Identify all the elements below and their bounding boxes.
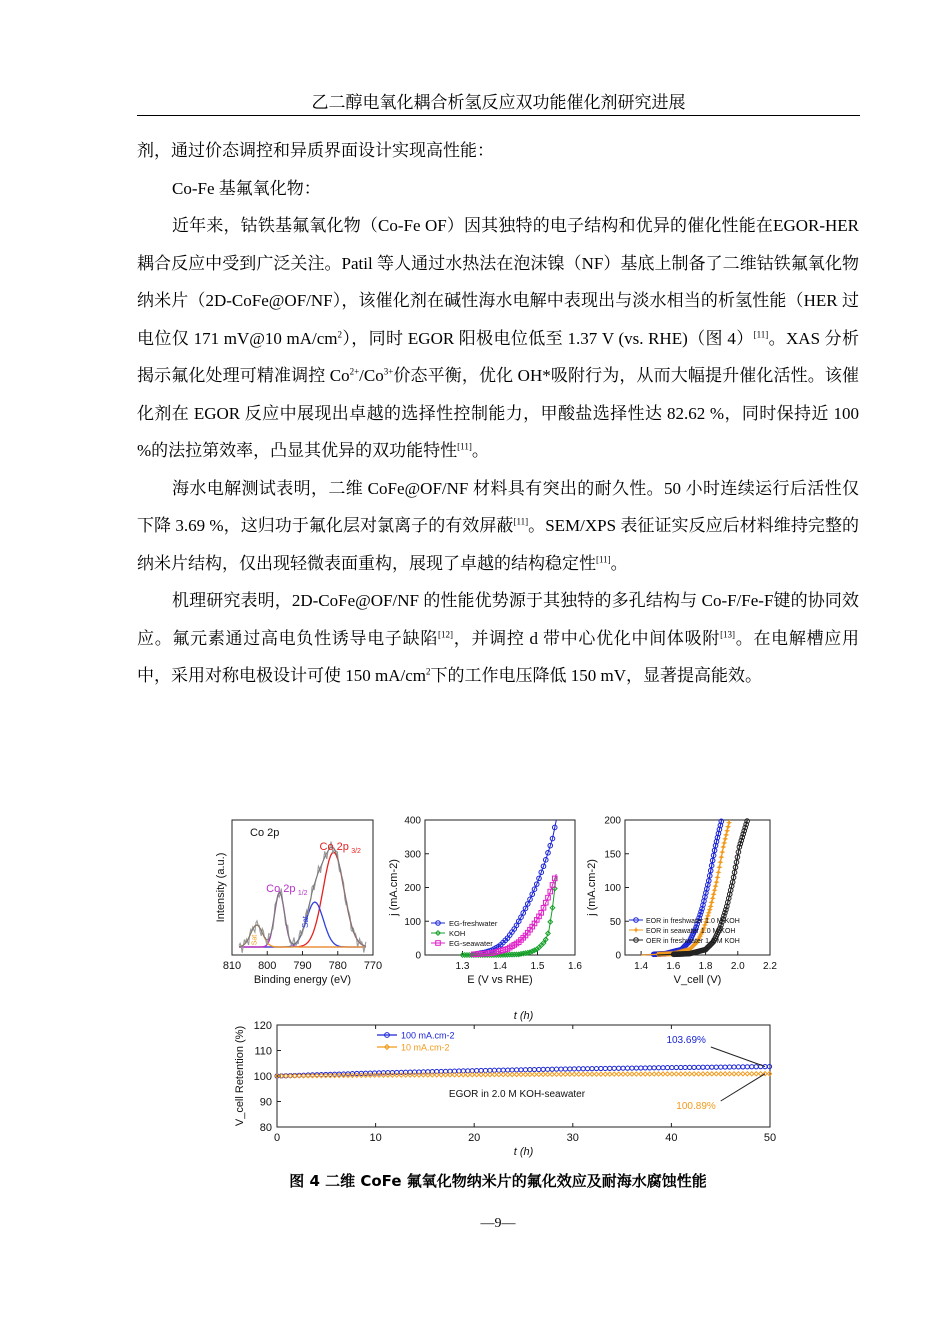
stab-data-point (648, 1066, 652, 1070)
lsv-y-tick-label: 300 (404, 849, 421, 861)
xps-x-tick-label: 810 (222, 960, 242, 972)
stab-data-point (634, 1066, 638, 1070)
xps-label-sub-32: 3/2 (351, 848, 361, 855)
stab-data-point (590, 1067, 594, 1071)
stab-data-point (568, 1072, 572, 1076)
lsv-x-tick-label: 1.4 (493, 961, 507, 972)
cell-data-point (727, 820, 732, 825)
stab-data-point (563, 1067, 567, 1071)
page-number: —9— (480, 1216, 516, 1231)
stab-data-point (466, 1073, 470, 1077)
citation: [11] (513, 516, 529, 527)
stab-data-point (621, 1072, 625, 1076)
stab-data-point (497, 1072, 501, 1076)
text-span: 下的工作电压降低 150 mV，显著提高能效。 (430, 666, 762, 685)
text-span: 。XAS 分析揭示氟化处理可精准调控 Co (137, 328, 859, 385)
stab-data-point (563, 1072, 567, 1076)
stab-data-point (630, 1072, 634, 1076)
superscript: 2 (426, 666, 431, 677)
xps-title: Co 2p (250, 827, 280, 839)
cell-y-tick-label: 150 (604, 849, 621, 861)
xps-x-axis-label: Binding energy (eV) (253, 974, 352, 986)
stab-data-point (763, 1065, 767, 1069)
stab-data-point (665, 1072, 669, 1076)
stab-data-point (337, 1073, 341, 1077)
citation: [12] (438, 628, 454, 639)
stab-data-point (683, 1065, 687, 1069)
stab-legend-label: 10 mA.cm-2 (401, 1042, 450, 1053)
stab-data-point (577, 1072, 581, 1076)
stab-data-point (754, 1065, 758, 1069)
stab-data-point (514, 1072, 518, 1076)
stab-data-point (577, 1067, 581, 1071)
stab-data-point (546, 1072, 550, 1076)
stab-x-tick-label: 20 (468, 1132, 481, 1144)
stab-data-point (661, 1072, 665, 1076)
stab-data-point (732, 1065, 736, 1069)
lsv-y-tick-label: 100 (404, 916, 421, 928)
stab-annotation-final-10: 100.89% (676, 1101, 716, 1112)
paragraph-continued: 剂，通过价态调控和异质界面设计实现高性能： (137, 141, 494, 160)
stab-data-point (599, 1066, 603, 1070)
stab-data-point (652, 1066, 656, 1070)
stab-data-point (612, 1066, 616, 1070)
stab-data-point (581, 1067, 585, 1071)
stab-x-tick-label: 50 (763, 1132, 777, 1144)
stab-data-point (625, 1072, 629, 1076)
citation: [13] (720, 628, 736, 639)
stab-data-point (696, 1072, 700, 1076)
stab-data-point (328, 1073, 332, 1077)
stab-data-point (510, 1072, 514, 1076)
stab-data-point (541, 1072, 545, 1076)
xps-x-tick-label: 780 (328, 960, 347, 972)
stab-data-point (541, 1067, 545, 1071)
stab-y-axis-label: V_cell Retention (%) (234, 1025, 246, 1127)
stab-data-point (679, 1072, 683, 1076)
stab-data-point (639, 1066, 643, 1070)
lsv-y-tick-label: 200 (404, 883, 421, 894)
stab-data-point (674, 1072, 678, 1076)
stab-data-point (612, 1072, 616, 1076)
stab-data-point (568, 1067, 572, 1071)
text-span: 。 (471, 441, 489, 460)
xps-label-sub-12: 1/2 (297, 890, 308, 897)
citation: [11] (596, 553, 611, 564)
text-span: 海水电解测试表明，二维 CoFe@OF/NF 材料具有突出的耐久性。50 小时连续运行后活性仅下降 3.69 %，这归功于氟化层对氯离子的有效屏蔽 (137, 478, 859, 535)
paragraph-co-fe-of (137, 207, 859, 470)
stab-data-point (559, 1067, 563, 1071)
stab-data-point (688, 1065, 692, 1069)
cell-x-axis-label: V_cell (V) (673, 974, 722, 986)
stab-data-point (723, 1065, 727, 1069)
stab-x-tick-label: 10 (369, 1132, 382, 1144)
cell-legend-marker (634, 928, 639, 933)
superscript: 3+ (383, 366, 394, 377)
stab-data-point (670, 1065, 674, 1069)
stab-data-point (736, 1072, 740, 1076)
cell-x-tick-label: 1.6 (666, 961, 681, 972)
cell-data-point (713, 884, 718, 889)
cell-data-point (724, 833, 729, 838)
lsv-x-tick-label: 1.6 (568, 961, 582, 972)
stab-data-point (617, 1072, 621, 1076)
paragraph-mechanism (137, 582, 859, 695)
cell-data-point (715, 875, 720, 880)
stab-data-point (550, 1067, 554, 1071)
stab-data-point (661, 1066, 665, 1070)
stab-x-tick-label: 0 (273, 1132, 281, 1144)
lsv-y-tick-label: 0 (415, 950, 421, 962)
stab-data-point (705, 1065, 709, 1069)
stab-data-point (546, 1067, 550, 1071)
cell-data-point (723, 837, 728, 842)
stab-data-point (639, 1072, 643, 1076)
stab-data-point (594, 1072, 598, 1076)
stab-annotation-condition: EGOR in 2.0 M KOH-seawater (448, 1089, 586, 1100)
xps-x-tick-label: 800 (258, 960, 277, 972)
figure-4 (205, 805, 785, 1165)
stab-data-point (656, 1066, 660, 1070)
stab-data-point (745, 1072, 749, 1076)
citation: [11] (753, 328, 769, 339)
stab-data-point (701, 1072, 705, 1076)
xps-y-axis-label: Intensity (a.u.) (215, 852, 227, 923)
stab-y-tick-label: 110 (254, 1045, 272, 1058)
stab-data-point (497, 1068, 501, 1072)
cell-y-axis-label: j (mA.cm-2) (586, 859, 598, 916)
text-span: 。SEM/XPS 表征证实反应后材料维持完整的纳米片结构，仅出现轻微表面重构，展现了卓越的结构稳定性 (137, 516, 859, 573)
stab-data-point (554, 1072, 558, 1076)
stab-data-point (701, 1065, 705, 1069)
cell-x-tick-label: 1.4 (634, 961, 649, 972)
stab-data-point (537, 1072, 541, 1076)
cell-data-point (710, 896, 715, 901)
stab-data-point (621, 1066, 625, 1070)
stab-data-point (714, 1065, 718, 1069)
stab-data-point (506, 1068, 510, 1072)
stab-data-point (324, 1074, 328, 1078)
stab-x-tick-label: 40 (665, 1132, 678, 1144)
stab-data-point (625, 1066, 629, 1070)
cell-data-point (719, 855, 724, 860)
stab-data-point (510, 1068, 514, 1072)
cell-data-point (721, 845, 726, 850)
stab-data-point (470, 1073, 474, 1077)
stab-data-point (532, 1072, 536, 1076)
stab-data-point (483, 1073, 487, 1077)
xps-label-sat1: Sat (300, 915, 310, 929)
stab-data-point (692, 1065, 696, 1069)
stab-data-point (683, 1072, 687, 1076)
superscript: 2 (337, 328, 343, 339)
stab-data-point (617, 1066, 621, 1070)
lsv-legend-label: EG-seawater (449, 939, 493, 948)
stab-data-point (603, 1072, 607, 1076)
stab-data-point (648, 1072, 652, 1076)
cell-data-point (720, 850, 725, 855)
stab-data-point (750, 1072, 754, 1076)
cell-data-point (711, 892, 716, 897)
lsv-y-tick-label: 400 (404, 815, 421, 827)
body-text (137, 132, 859, 695)
cell-y-tick-label: 0 (615, 950, 621, 962)
stab-data-point (603, 1066, 607, 1070)
paragraph-seawater-test (137, 470, 859, 583)
cell-data-point (709, 900, 714, 905)
cell-y-tick-label: 100 (604, 883, 621, 894)
stab-data-point (585, 1067, 589, 1071)
stab-x-axis-label: t (h) (513, 1146, 534, 1158)
stab-data-point (550, 1072, 554, 1076)
cell-data-point (708, 904, 713, 909)
stab-data-point (754, 1072, 758, 1076)
stab-data-point (554, 1067, 558, 1071)
text-span: 价态平衡，优化 OH*吸附行为，从而大幅提升催化活性。该催化剂在 EGOR 反应中展现出卓越的选择性控制能力，甲酸盐选择性达 82.62 %，同时保持近 100 %的法拉第效率，凸显其优异的双功能特性 (137, 366, 859, 460)
stab-data-point (501, 1072, 505, 1076)
lsv-x-axis-label: E (V vs RHE) (467, 974, 533, 986)
cell-legend-label: EOR in seawater 1.0 M KOH (646, 928, 736, 935)
stab-data-point (750, 1065, 754, 1069)
xps-label-co2p12: Co 2p (266, 883, 296, 895)
figure-caption: 图 4 二维 CoFe 氟氧化物纳米片的氟化效应及耐海水腐蚀性能 (289, 1172, 707, 1190)
stab-data-point (315, 1074, 319, 1078)
stab-data-point (599, 1072, 603, 1076)
stab-data-point (448, 1073, 452, 1077)
citation: [11] (457, 441, 472, 452)
stab-data-point (585, 1072, 589, 1076)
superscript: 2+ (349, 366, 360, 377)
text-span: 机理研究表明，2D-CoFe@OF/NF 的性能优势源于其独特的多孔结构与 Co-F/Fe-F键的协同效应。氟元素通过高电负性诱导电子缺陷 (137, 591, 859, 648)
stab-data-point (594, 1066, 598, 1070)
text-span: /Co (359, 366, 384, 385)
stab-data-point (479, 1073, 483, 1077)
lsv-legend-label: EG-freshwater (449, 919, 498, 928)
stab-data-point (506, 1072, 510, 1076)
xps-x-tick-label: 770 (363, 960, 383, 972)
cell-data-point (725, 829, 730, 834)
stab-data-point (652, 1072, 656, 1076)
stab-data-point (319, 1074, 323, 1078)
stab-data-point (705, 1072, 709, 1076)
stab-data-point (341, 1073, 345, 1077)
stab-data-point (581, 1072, 585, 1076)
stab-data-point (670, 1072, 674, 1076)
cell-legend-label: OER in freshwater 1.0 M KOH (646, 938, 740, 945)
stab-data-point (461, 1073, 465, 1077)
stab-top-axis-label: t (h) (513, 1010, 534, 1022)
stab-data-point (710, 1072, 714, 1076)
stab-data-point (528, 1072, 532, 1076)
xps-label-sat2: Sat (251, 934, 259, 946)
stab-data-point (608, 1072, 612, 1076)
running-header: 乙二醇电氧化耦合析氢反应双功能催化剂研究进展 (311, 93, 686, 113)
cell-data-point (718, 860, 723, 865)
stab-data-point (523, 1068, 527, 1072)
stab-data-point (741, 1072, 745, 1076)
cell-x-tick-label: 2.2 (763, 961, 777, 972)
stab-data-point (714, 1072, 718, 1076)
stab-data-point (488, 1073, 492, 1077)
stab-y-tick-label: 80 (259, 1122, 272, 1134)
stab-data-point (404, 1070, 408, 1074)
text-span: 。在电解槽应用中，采用对称电极设计可使 150 mA/cm (137, 628, 860, 685)
stab-data-point (528, 1068, 532, 1072)
stab-data-point (696, 1065, 700, 1069)
xps-label-co2p32: Co 2p (319, 841, 349, 853)
stab-y-tick-label: 100 (253, 1071, 272, 1083)
stab-data-point (590, 1072, 594, 1076)
stab-data-point (723, 1072, 727, 1076)
stab-data-point (727, 1072, 731, 1076)
stab-annotation-arrow-1 (711, 1047, 765, 1067)
cell-x-tick-label: 2.0 (730, 961, 745, 972)
cell-data-point (716, 870, 721, 875)
stab-data-point (608, 1066, 612, 1070)
stab-data-point (537, 1067, 541, 1071)
stab-data-point (559, 1072, 563, 1076)
text-span: ），同时 EGOR 阳极电位低至 1.37 V (vs. RHE)（图 4） (342, 328, 754, 348)
stab-y-tick-label: 90 (259, 1096, 272, 1109)
stab-data-point (488, 1068, 492, 1072)
lsv-legend-label: KOH (449, 929, 466, 938)
stab-data-point (719, 1065, 723, 1069)
cell-x-tick-label: 1.8 (698, 961, 713, 972)
stab-data-point (643, 1072, 647, 1076)
header-rule (137, 115, 860, 116)
stab-data-point (492, 1068, 496, 1072)
stab-data-point (727, 1065, 731, 1069)
figure-4-svg (205, 805, 785, 1165)
cell-data-point (712, 888, 717, 893)
cell-y-tick-label: 50 (609, 916, 621, 928)
stab-data-point (732, 1072, 736, 1076)
stab-data-point (519, 1072, 523, 1076)
stab-annotation-arrow-2 (721, 1074, 765, 1101)
lsv-x-tick-label: 1.3 (455, 961, 470, 972)
cell-data-point (714, 880, 719, 885)
stab-data-point (656, 1072, 660, 1076)
lsv-x-tick-label: 1.5 (530, 961, 545, 972)
text-span: 近年来，钴铁基氟氧化物（Co-Fe OF）因其独特的电子结构和优异的催化性能在EGOR-HER 耦合反应中受到广泛关注。Patil 等人通过水热法在泡沫镍（NF）基底上制备了二维钴铁氟氧化物纳米片（2D-CoFe@OF/NF），该催化剂在碱性海水电解中表现出与淡水相当的析氢性能（HER 过电位仅 171 mV@10 mA/cm (137, 216, 859, 348)
stab-data-point (630, 1066, 634, 1070)
stab-data-point (692, 1072, 696, 1076)
stab-data-point (523, 1072, 527, 1076)
stab-data-point (688, 1072, 692, 1076)
stab-data-point (501, 1068, 505, 1072)
cell-y-tick-label: 200 (604, 815, 621, 827)
stab-data-point (333, 1073, 337, 1077)
stab-data-point (643, 1066, 647, 1070)
stab-x-tick-label: 30 (566, 1132, 579, 1144)
stab-data-point (532, 1067, 536, 1071)
cell-data-point (726, 824, 731, 829)
stab-data-point (519, 1068, 523, 1072)
text-span: 。 (610, 553, 628, 573)
subheading-co-fe: Co-Fe 基氟氧化物： (172, 178, 321, 198)
lsv-series-line (474, 820, 557, 954)
cell-data-point (717, 865, 722, 870)
stab-data-point (741, 1065, 745, 1069)
stab-annotation-final-100: 103.69% (666, 1035, 706, 1046)
cell-data-point (722, 841, 727, 846)
stab-data-point (679, 1065, 683, 1069)
stab-data-point (736, 1065, 740, 1069)
cell-legend-label: EOR in freshwater 1.0 M KOH (646, 918, 740, 925)
stab-data-point (475, 1073, 479, 1077)
stab-data-point (665, 1066, 669, 1070)
stab-data-point (634, 1072, 638, 1076)
xps-x-tick-label: 790 (293, 960, 312, 972)
stab-data-point (492, 1073, 496, 1077)
stab-legend-label: 100 mA.cm-2 (401, 1030, 455, 1041)
text-span: ，并调控 d 带中心优化中间体吸附 (453, 628, 721, 648)
stab-data-point (719, 1072, 723, 1076)
stab-data-point (572, 1072, 576, 1076)
stab-y-tick-label: 120 (253, 1020, 272, 1032)
stab-data-point (514, 1068, 518, 1072)
stab-data-point (572, 1067, 576, 1071)
stab-data-point (674, 1065, 678, 1069)
stab-data-point (452, 1073, 456, 1077)
lsv-y-axis-label: j (mA.cm-2) (388, 859, 400, 916)
stab-data-point (710, 1065, 714, 1069)
stab-data-point (457, 1073, 461, 1077)
stab-data-point (745, 1065, 749, 1069)
